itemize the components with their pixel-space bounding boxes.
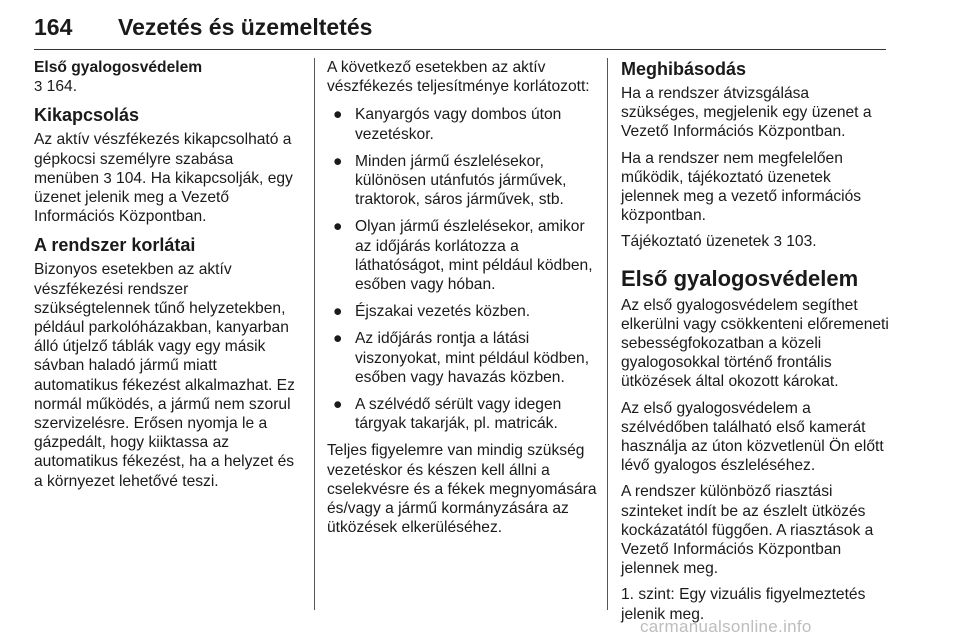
page-number: 164: [34, 14, 73, 40]
cross-ref-page: 164.: [42, 78, 78, 96]
bullet-icon: ●: [333, 396, 343, 414]
meghibasodas-text-3a: Tájékoztató üzenetek: [621, 233, 774, 251]
meghibasodas-text-3b: 103.: [781, 233, 817, 251]
list-item-text: Az időjárás rontja a látási viszonyokat, mint például ködben, esőben vagy havazás közben.: [355, 330, 590, 386]
kikapcsolas-text-2b: 104. Ha kikapcsolják, egy üzenet jelenik meg a Vezető Információs Központban.: [34, 169, 293, 226]
heading-kikapcsolas: Kikapcsolás: [34, 105, 140, 126]
kikapcsolas-text-1: Az aktív vészfékezés kikapcsolható a gépkocsi személyre szabása: [34, 131, 292, 168]
column-right: [621, 58, 891, 631]
limitations-outro: Teljes figyelemre van mindig szükség vezetéskor és készen kell állni a cselekvésre és a fékek megnyomására és/vagy a jármű kormányzására az ütközések elkerüléséhez.: [327, 442, 597, 537]
gyalogos-text-4: 1. szint: Egy vizuális figyelmeztetés jelenik meg.: [621, 586, 866, 623]
page-ref-arrow-icon: 3: [34, 78, 43, 96]
korlatai-text: Bizonyos esetekben az aktív vészfékezési rendszer szükségtelennek tűnő helyzetekben, például parkolóházakban, kanyarban álló útjelző táblák vagy egy másik sávban haladó jármű miatt automatikus fékezést alkalmazhat. Ez normál működés, a jármű nem szorul szervizelésre. Erősen nyomja le a gázpedált, hogy kiiktassa az automatikus fékezést, ha a helyzet és a környezet lehetővé teszi.: [34, 261, 295, 490]
bullet-icon: ●: [333, 330, 343, 348]
gyalogos-text-2: Az első gyalogosvédelem a szélvédőben található első kamerát használja az úton közvetlenül Ön előtt lévő gyalogos észleléséhez.: [621, 399, 884, 475]
limitations-list: [327, 105, 597, 433]
header-rule: [34, 49, 886, 50]
gyalogos-text-1: Az első gyalogosvédelem segíthet elkerülni vagy csökkenteni előremeneti sebességfokozatban a közeli gyalogosokkal történő frontális ütközések által okozott károkat.: [621, 296, 889, 391]
meghibasodas-text-1: Ha a rendszer átvizsgálása szükséges, megjelenik egy üzenet a Vezető Információs Központban.: [621, 85, 872, 141]
watermark: carmanualsonline.info: [640, 617, 812, 636]
list-item-text: Minden jármű észlelésekor, különösen utánfutós járművek, traktorok, sáros járművek, stb.: [355, 152, 567, 209]
gyalogos-text-3: A rendszer különböző riasztási szinteket indít be az észlelt ütközés kockázatától függően. A riasztások a Vezető Információs Központban jelennek meg.: [621, 483, 874, 578]
chapter-title: Vezetés és üzemeltetés: [118, 14, 373, 40]
page-ref-arrow-icon: 3: [103, 169, 112, 187]
column-divider: [607, 58, 608, 610]
bullet-icon: ●: [333, 106, 343, 124]
list-item-text: A szélvédő sérült vagy idegen tárgyak takarják, pl. matricák.: [355, 396, 562, 433]
list-item: [327, 217, 597, 294]
page-header: [34, 14, 886, 54]
heading-meghibasodas: Meghibásodás: [621, 59, 747, 79]
bullet-icon: ●: [333, 218, 343, 236]
column-middle: [327, 58, 597, 544]
meghibasodas-text-2: Ha a rendszer nem megfelelően működik, tájékoztató üzenetek jelennek meg a vezető információs központban.: [621, 149, 862, 225]
page-ref-arrow-icon: 3: [773, 233, 782, 251]
list-item: [327, 302, 597, 321]
column-divider: [314, 58, 315, 610]
list-item-text: Kanyargós vagy dombos úton vezetéskor.: [355, 106, 562, 143]
heading-rendszer-korlatai: A rendszer korlátai: [34, 235, 196, 256]
list-item: [327, 395, 597, 433]
column-left: [34, 58, 304, 498]
bullet-icon: ●: [333, 152, 343, 170]
list-item-text: Éjszakai vezetés közben.: [355, 303, 531, 321]
limitations-intro: A következő esetekben az aktív vészfékezés teljesítménye korlátozott:: [327, 59, 590, 96]
list-item: [327, 152, 597, 210]
list-item: [327, 329, 597, 387]
cross-ref-title: Első gyalogosvédelem: [34, 59, 203, 76]
kikapcsolas-text-2a: menüben: [34, 169, 104, 187]
heading-elso-gyalogosvedelem: Első gyalogosvédelem: [621, 265, 859, 291]
list-item: [327, 105, 597, 143]
bullet-icon: ●: [333, 303, 343, 321]
list-item-text: Olyan jármű észlelésekor, amikor az időjárás korlátozza a láthatóságot, mint például ködben, esőben vagy hóban.: [355, 218, 593, 294]
